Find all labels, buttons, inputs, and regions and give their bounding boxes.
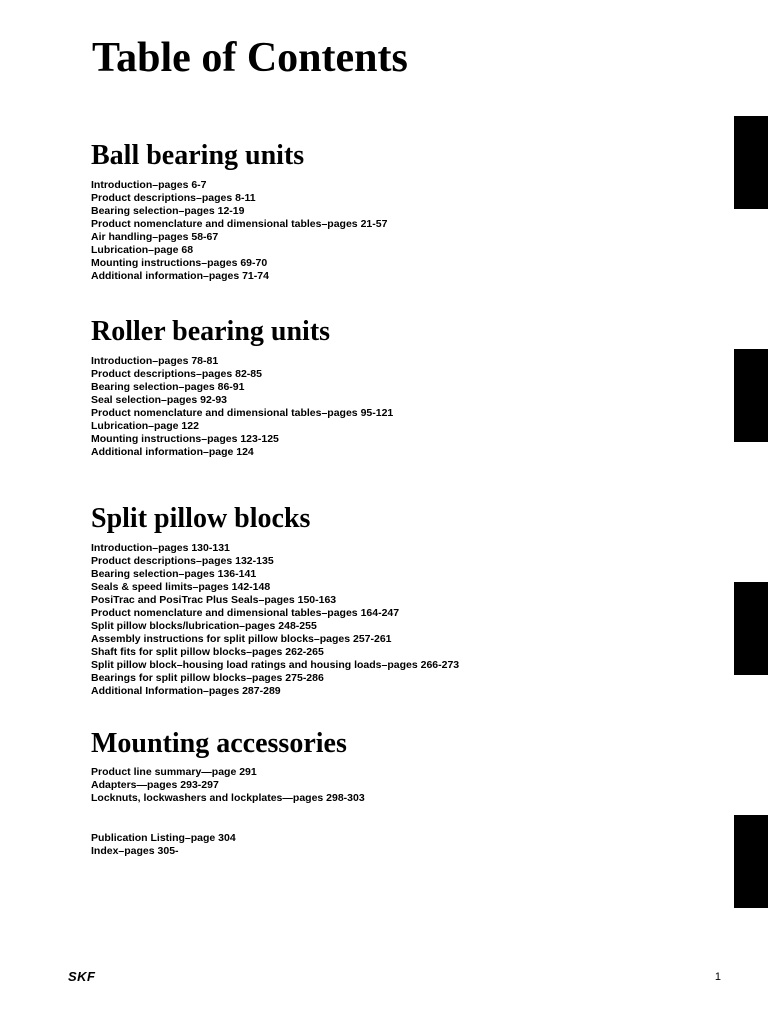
section-list	[91, 542, 651, 698]
toc-entry[interactable]: Product line summary—page 291	[91, 766, 257, 778]
toc-entry[interactable]: Additional Information–pages 287-289	[91, 685, 281, 697]
toc-entry[interactable]: Product descriptions–pages 132-135	[91, 555, 274, 567]
section-split-pillow-blocks	[91, 503, 651, 698]
toc-entry[interactable]: Shaft fits for split pillow blocks–pages 262-265	[91, 646, 324, 658]
toc-entry[interactable]: Additional information–pages 71-74	[91, 270, 269, 282]
toc-entry[interactable]: Lubrication–page 122	[91, 420, 199, 432]
section-ball-bearing-units	[91, 140, 651, 283]
section-tab-marker	[734, 116, 768, 209]
skf-logo: SKF	[68, 969, 96, 984]
toc-entry[interactable]: Publication Listing–page 304	[91, 832, 236, 844]
toc-entry[interactable]: Product nomenclature and dimensional tables–pages 95-121	[91, 407, 394, 419]
section-roller-bearing-units	[91, 316, 651, 459]
section-list	[91, 766, 651, 805]
toc-entry[interactable]: Air handling–pages 58-67	[91, 231, 219, 243]
toc-entry[interactable]: Bearing selection–pages 136-141	[91, 568, 257, 580]
section-tab-marker	[734, 815, 768, 908]
section-heading: Ball bearing units	[91, 140, 305, 171]
toc-entry[interactable]: Lubrication–page 68	[91, 244, 194, 256]
toc-entry[interactable]: Bearings for split pillow blocks–pages 275-286	[91, 672, 324, 684]
toc-entry[interactable]: Index–pages 305-	[91, 845, 179, 857]
toc-entry[interactable]: Split pillow blocks/lubrication–pages 248-255	[91, 620, 317, 632]
section-heading: Mounting accessories	[91, 728, 347, 759]
section-tab-marker	[734, 582, 768, 675]
toc-entry[interactable]: Introduction–pages 130-131	[91, 542, 230, 554]
toc-entry[interactable]: Bearing selection–pages 86-91	[91, 381, 245, 393]
toc-entry[interactable]: Split pillow block–housing load ratings and housing loads–pages 266-273	[91, 659, 460, 671]
toc-entry[interactable]: Additional information–page 124	[91, 446, 254, 458]
page-number: 1	[714, 971, 721, 983]
toc-entry[interactable]: Locknuts, lockwashers and lockplates—pages 298-303	[91, 792, 365, 804]
section-heading: Split pillow blocks	[91, 503, 311, 534]
toc-entry[interactable]: Mounting instructions–pages 69-70	[91, 257, 268, 269]
section-list	[91, 179, 651, 283]
section-mounting-accessories	[91, 728, 651, 805]
toc-entry[interactable]: Introduction–pages 78-81	[91, 355, 219, 367]
toc-entry[interactable]: Bearing selection–pages 12-19	[91, 205, 245, 217]
toc-entry[interactable]: Product descriptions–pages 8-11	[91, 192, 256, 204]
section-heading: Roller bearing units	[91, 316, 331, 347]
toc-entry[interactable]: Introduction–pages 6-7	[91, 179, 207, 191]
page-title: Table of Contents	[92, 35, 408, 81]
toc-entry[interactable]: Adapters—pages 293-297	[91, 779, 219, 791]
section-list	[91, 355, 651, 459]
toc-entry[interactable]: Seals & speed limits–pages 142-148	[91, 581, 271, 593]
toc-entry[interactable]: Assembly instructions for split pillow blocks–pages 257-261	[91, 633, 392, 645]
toc-entry[interactable]: Mounting instructions–pages 123-125	[91, 433, 279, 445]
section-tab-marker	[734, 349, 768, 442]
toc-entry[interactable]: Product nomenclature and dimensional tables–pages 164-247	[91, 607, 400, 619]
toc-entry[interactable]: PosiTrac and PosiTrac Plus Seals–pages 150-163	[91, 594, 337, 606]
toc-entry[interactable]: Product descriptions–pages 82-85	[91, 368, 262, 380]
toc-entry[interactable]: Product nomenclature and dimensional tables–pages 21-57	[91, 218, 388, 230]
toc-entry[interactable]: Seal selection–pages 92-93	[91, 394, 227, 406]
extra-entries	[91, 832, 236, 858]
